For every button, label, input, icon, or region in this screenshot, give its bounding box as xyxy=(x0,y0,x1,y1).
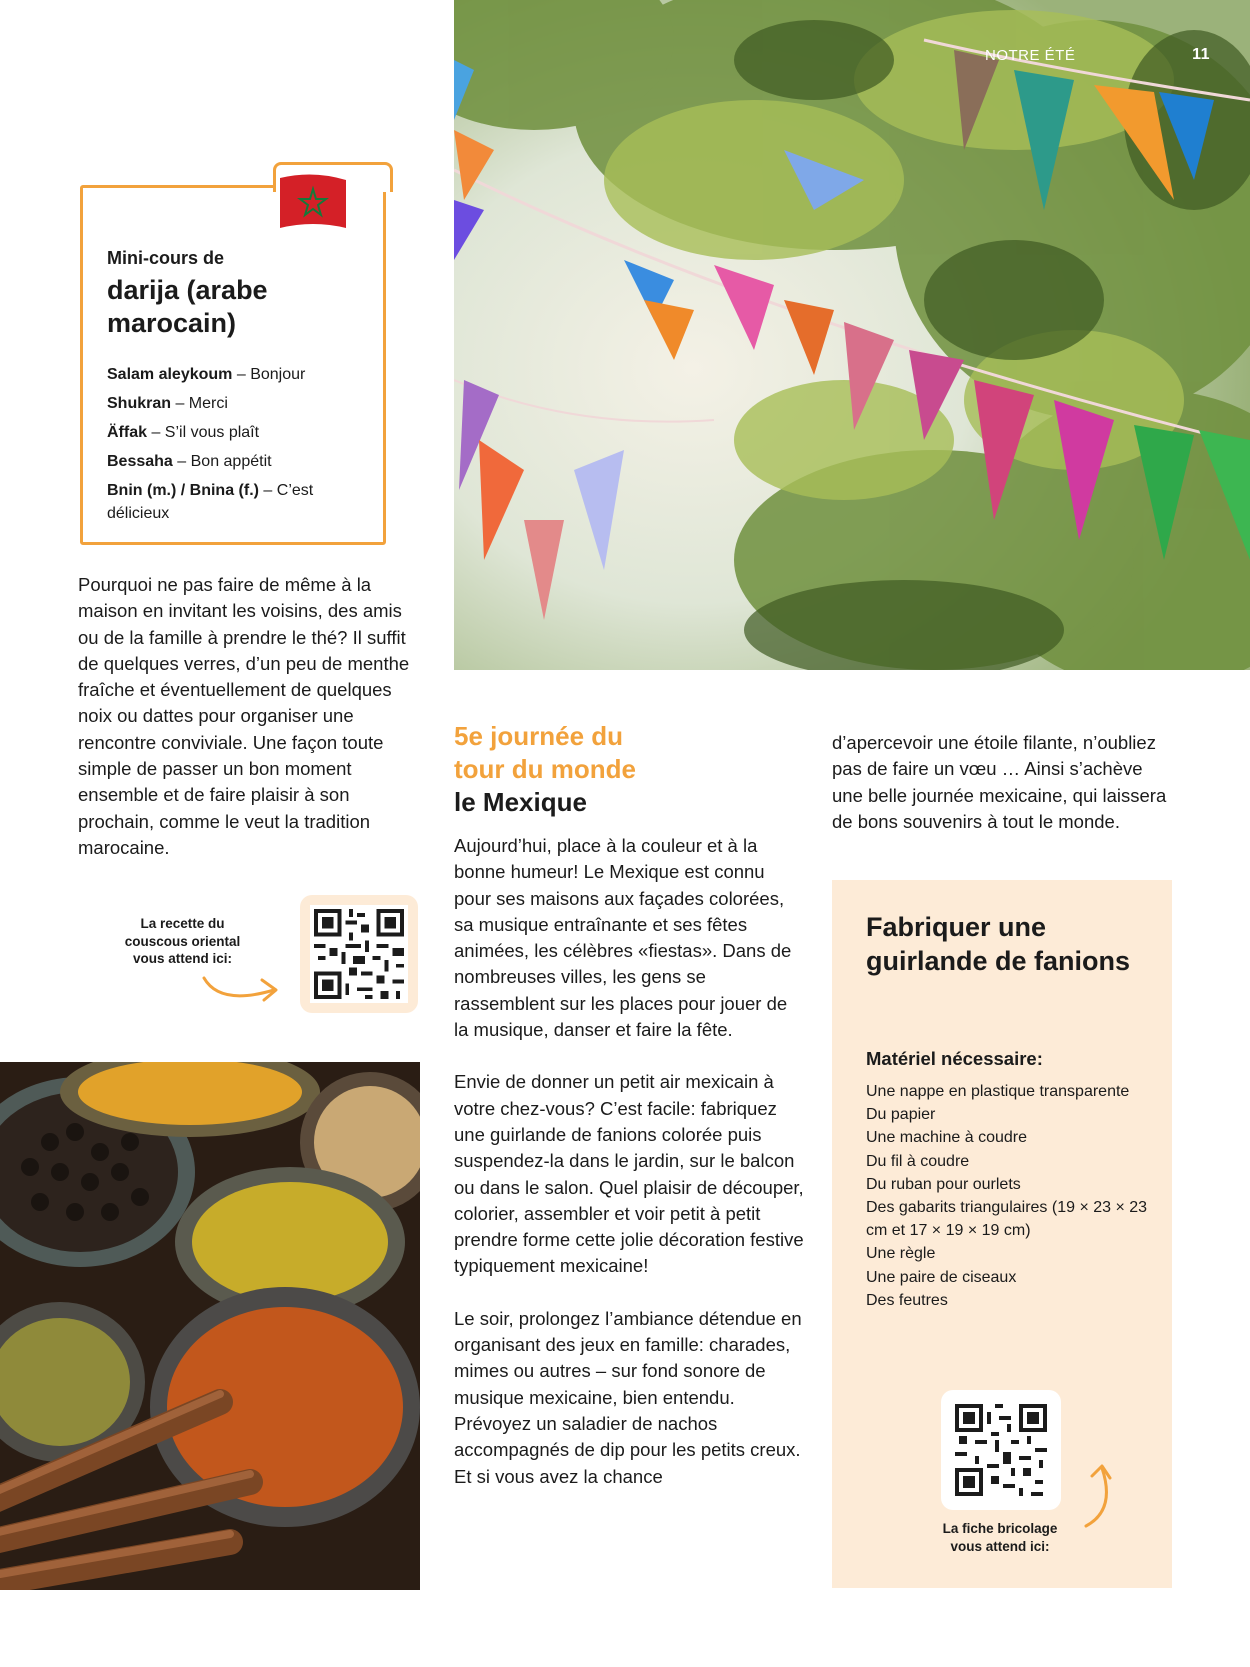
spices-photo xyxy=(0,1062,420,1590)
material-item: Une machine à coudre xyxy=(866,1129,1027,1147)
phrase-item xyxy=(107,450,377,473)
mexico-heading-line2: tour du monde xyxy=(454,754,636,784)
qr-caption-recipe: La recette du couscous oriental vous attend ici: xyxy=(124,916,241,966)
bunting-illustration xyxy=(454,0,1250,670)
phrase-item xyxy=(107,421,377,444)
phrase-term: Bessaha xyxy=(107,453,173,470)
page-number: 11 xyxy=(1192,46,1210,63)
mexico-paragraph-3-continued: d’apercevoir une étoile filante, n’oubliez pas de faire un vœu … Ainsi s’achève une belle journée mexicaine, qui laissera de bons souvenirs à tout le monde. xyxy=(832,732,1167,832)
material-item: Des gabarits triangulaires (19 × 23 × 23 cm et 17 × 19 × 19 cm) xyxy=(866,1199,1148,1240)
mexico-heading xyxy=(454,720,794,819)
intro-paragraph: Pourquoi ne pas faire de même à la maison en invitant les voisins, des amis ou de la famille à prendre le thé? Il suffit de quelques verres, d’un peu de menthe fraîche et éventuellement de quelques noix ou dattes pour organiser une rencontre conviviale. Une façon toute simple de passer un bon moment ensemble et de faire plaisir à son prochain, comme le veut la tradition marocaine. xyxy=(78,574,410,858)
phrase-meaning: – Bon appétit xyxy=(172,453,272,470)
qr-code-recipe[interactable] xyxy=(300,895,418,1013)
phrase-meaning: – C’est délicieux xyxy=(107,482,314,522)
phrase-list xyxy=(107,363,377,531)
page-header xyxy=(985,40,1210,70)
phrase-item xyxy=(107,363,377,386)
darija-box xyxy=(80,185,386,545)
spices-illustration xyxy=(0,1062,420,1590)
phrase-item xyxy=(107,392,377,415)
mexico-paragraph-2: Envie de donner un petit air mexicain à votre chez-vous? C’est facile: fabriquez une guirlande de fanions colorée puis suspendez-la dans le jardin, sur le balcon ou dans le salon. Quel plaisir de découper, colorier, assembler et voir petit à petit prendre forme cette jolie décoration festive typiquement mexicaine! xyxy=(454,1071,804,1277)
phrase-item xyxy=(107,479,377,525)
material-item: Du papier xyxy=(866,1106,936,1124)
material-item: Une règle xyxy=(866,1245,936,1263)
craft-title: Fabriquer une guirlande de fanions xyxy=(866,912,1131,976)
material-item: Une paire de ciseaux xyxy=(866,1268,1017,1286)
materials-heading: Matériel nécessaire: xyxy=(866,1048,1043,1069)
phrase-meaning: – Bonjour xyxy=(232,366,306,383)
phrase-meaning: – Merci xyxy=(171,395,228,412)
phrase-meaning: – S’il vous plaît xyxy=(147,424,260,441)
phrase-term: Bnin (m.) / Bnina (f.) xyxy=(107,482,259,499)
darija-title: darija (arabe marocain) xyxy=(107,275,268,338)
qr-code-craft[interactable] xyxy=(941,1390,1061,1510)
bunting-photo xyxy=(454,0,1250,670)
darija-kicker: Mini-cours de xyxy=(107,248,225,268)
phrase-term: Salam aleykoum xyxy=(107,366,233,383)
curved-arrow-icon xyxy=(200,972,282,1006)
mexico-body xyxy=(454,833,804,1490)
mexico-heading-line1: 5e journée du xyxy=(454,721,624,751)
phrase-term: Shukran xyxy=(107,395,172,412)
mexico-heading-country: le Mexique xyxy=(454,787,587,817)
material-item: Du fil à coudre xyxy=(866,1152,970,1170)
mexico-paragraph-1: Aujourd’hui, place à la couleur et à la bonne humeur! Le Mexique est connu pour ses maisons aux façades colorées, sa musique entraînante et ses fêtes animées, les célèbres «fiestas». Dans de nombreuses villes, les gens se rassemblent sur les places pour jouer de la musique, danser et faire la fête. xyxy=(454,835,792,1041)
qr-code-icon xyxy=(951,1400,1051,1500)
morocco-flag-icon xyxy=(278,172,348,234)
section-label: NOTRE ÉTÉ xyxy=(985,46,1076,64)
curved-arrow-icon xyxy=(1080,1460,1116,1530)
phrase-term: Äffak xyxy=(107,424,148,441)
material-item: Des feutres xyxy=(866,1291,948,1309)
mexico-paragraph-3: Le soir, prolongez l’ambiance détendue en organisant des jeux en famille: charades, mimes ou autres – sur fond sonore de musique mexicaine, bien entendu. Prévoyez un saladier de nachos accompagnés de dip pour les petits creux. Et si vous avez la chance xyxy=(454,1307,802,1487)
material-item: Du ruban pour ourlets xyxy=(866,1175,1021,1193)
qr-code-icon xyxy=(310,905,408,1003)
material-item: Une nappe en plastique transparente xyxy=(866,1083,1130,1100)
qr-caption-craft: La fiche bricolage vous attend ici: xyxy=(942,1521,1058,1554)
materials-list xyxy=(866,1080,1156,1312)
